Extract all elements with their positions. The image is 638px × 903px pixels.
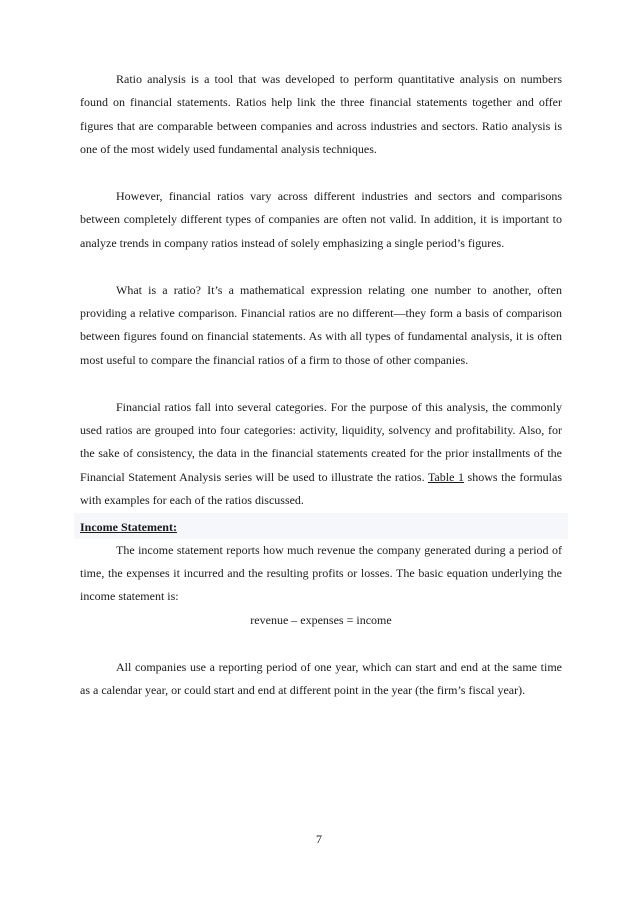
- page-number: 7: [316, 832, 322, 846]
- page-content: [80, 68, 562, 703]
- income-statement-heading: Income Statement:: [80, 519, 177, 534]
- paragraph-ratio-categories-text: Financial ratios fall into several categories. For the purpose of this analysis, the commonly used ratios are grouped into four categories: activity, liquidity, solvency and profitability. Also, for the sake of consistency, the data in the financial statements created for the prior installments of the Financial Statement Analysis series will be used to illustrate the ratios.: [80, 399, 562, 484]
- paragraph-reporting-period: All companies use a reporting period of one year, which can start and end at the same time as a calendar year, or could start and end at different point in the year (the firm’s fiscal year).: [80, 659, 562, 698]
- paragraph-income-statement: The income statement reports how much revenue the company generated during a period of time, the expenses it incurred and the resulting profits or losses. The basic equation underlying the income statement is:: [80, 542, 562, 604]
- paragraph-ratio-variation: However, financial ratios vary across different industries and sectors and comparisons between completely different types of companies are often not valid. In addition, it is important to analyze trends in company ratios instead of solely emphasizing a single period’s figures.: [80, 189, 562, 250]
- table-1-link[interactable]: Table 1: [427, 469, 464, 484]
- paragraph-ratio-categories-tail: shows the formulas with examples for each of the ratios discussed.: [80, 469, 563, 508]
- paragraph-ratio-analysis: Ratio analysis is a tool that was developed to perform quantitative analysis on numbers found on financial statements. Ratios help link the three financial statements together and offer figures that are comparable between companies and across industries and sectors. Ratio analysis is one of the most widely used fundamental analysis techniques.: [80, 72, 562, 157]
- income-statement-section: [74, 513, 568, 539]
- paragraph-what-is-ratio: What is a ratio? It’s a mathematical expression relating one number to another, often providing a relative comparison. Financial ratios are no different—they form a basis of comparison between figures found on financial statements. As with all types of fundamental analysis, it is often most useful to compare the financial ratios of a firm to those of other companies.: [80, 282, 562, 367]
- income-equation: revenue – expenses = income: [250, 612, 392, 627]
- paragraph-ratio-categories: [80, 396, 562, 513]
